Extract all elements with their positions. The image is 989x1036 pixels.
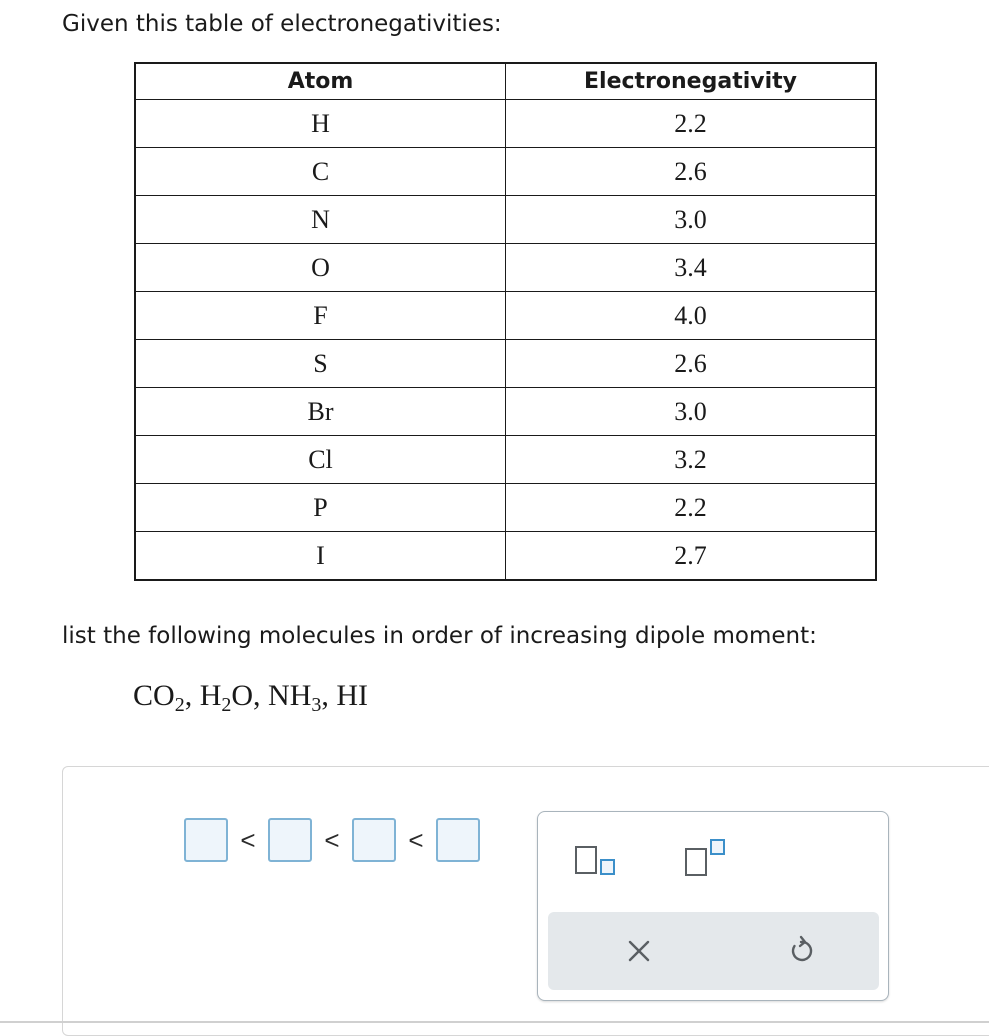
action-bar (548, 912, 879, 990)
close-icon (616, 928, 662, 974)
value-cell: 3.0 (506, 196, 877, 244)
table-row (135, 244, 876, 292)
atom-cell: C (135, 148, 506, 196)
value-cell: 2.2 (506, 484, 877, 532)
value-cell: 2.7 (506, 532, 877, 581)
less-than-sign: < (324, 825, 340, 855)
electronegativity-table (134, 62, 877, 581)
value-cell: 4.0 (506, 292, 877, 340)
answer-slot-4[interactable] (436, 818, 480, 862)
atom-cell: S (135, 340, 506, 388)
table-row (135, 388, 876, 436)
table-row (135, 292, 876, 340)
header-atom: Atom (135, 63, 506, 100)
atom-cell: P (135, 484, 506, 532)
molecule-hi: HI (336, 679, 369, 712)
molecule-h2o: $H_2O$ (199, 679, 254, 716)
molecule-co2: $CO_2$ (133, 679, 185, 716)
value-cell: 3.0 (506, 388, 877, 436)
atom-cell: F (135, 292, 506, 340)
table-row (135, 100, 876, 148)
value-cell: 3.4 (506, 244, 877, 292)
molecule-nh3: $NH_3$ (268, 679, 322, 716)
subscript-button[interactable] (574, 844, 624, 878)
table-row (135, 436, 876, 484)
answer-slot-1[interactable] (184, 818, 228, 862)
question-text: list the following molecules in order of increasing dipole moment: (62, 623, 817, 649)
header-electronegativity: Electronegativity (506, 63, 877, 100)
table-row (135, 532, 876, 581)
answer-toolbox (537, 811, 889, 1001)
value-cell: 2.6 (506, 148, 877, 196)
table-row (135, 340, 876, 388)
atom-cell: I (135, 532, 506, 581)
atom-cell: Br (135, 388, 506, 436)
molecule-list: $CO_2$, $H_2O$, $NH_3$, HI (133, 679, 369, 716)
undo-icon (778, 928, 824, 974)
intro-text: Given this table of electronegativities: (62, 11, 502, 37)
subscript-icon (574, 844, 624, 878)
atom-cell: Cl (135, 436, 506, 484)
atom-cell: N (135, 196, 506, 244)
answer-slot-3[interactable] (352, 818, 396, 862)
atom-cell: H (135, 100, 506, 148)
undo-button[interactable] (778, 928, 824, 974)
value-cell: 2.6 (506, 340, 877, 388)
bottom-divider (0, 1021, 989, 1023)
atom-cell: O (135, 244, 506, 292)
clear-button[interactable] (616, 928, 662, 974)
value-cell: 2.2 (506, 100, 877, 148)
less-than-sign: < (240, 825, 256, 855)
answer-slot-2[interactable] (268, 818, 312, 862)
less-than-sign: < (408, 825, 424, 855)
table-row (135, 484, 876, 532)
answer-slots (184, 815, 480, 865)
superscript-icon (684, 838, 734, 878)
table-row (135, 148, 876, 196)
table-header-row (135, 63, 876, 100)
superscript-button[interactable] (684, 838, 734, 878)
table-row (135, 196, 876, 244)
value-cell: 3.2 (506, 436, 877, 484)
